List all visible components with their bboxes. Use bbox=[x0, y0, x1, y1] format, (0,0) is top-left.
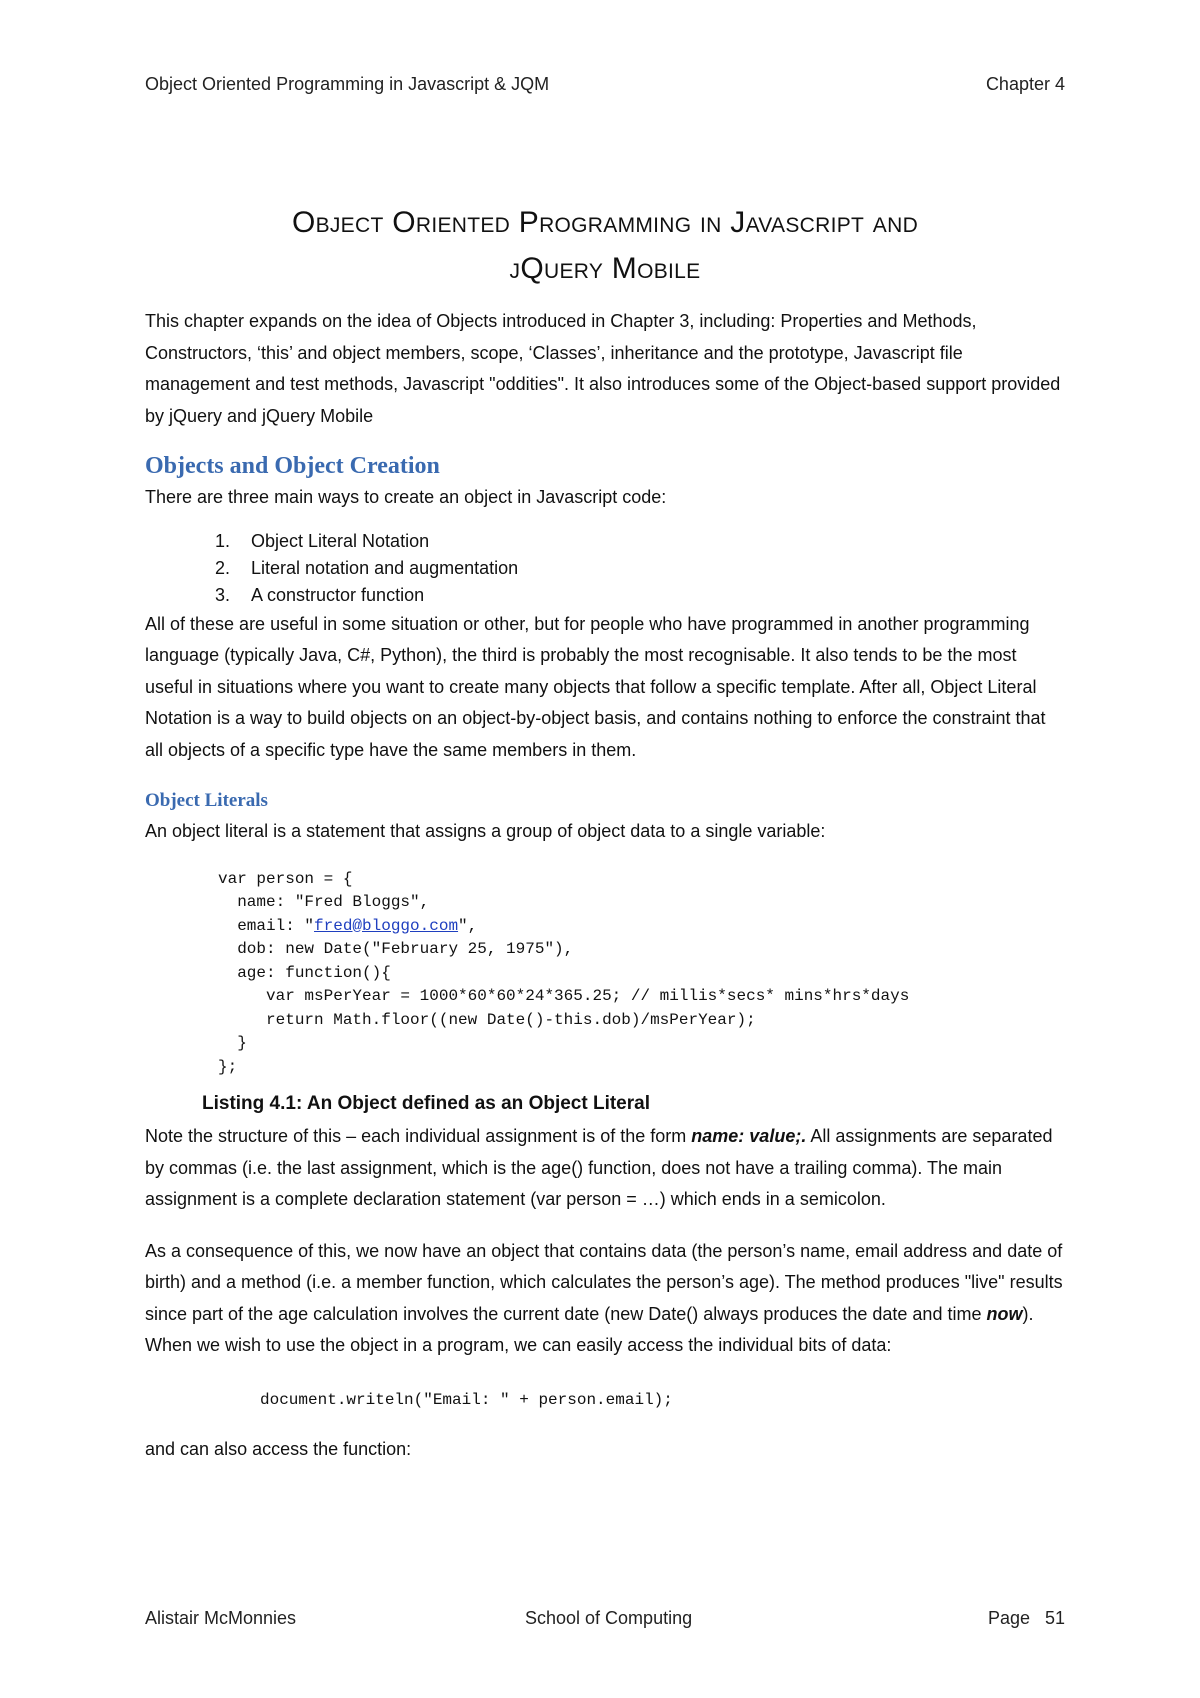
function-access-paragraph: and can also access the function: bbox=[145, 1438, 412, 1459]
code-line: var msPerYear = 1000*60*60*24*365.25; // millis*secs* mins*hrs*days bbox=[218, 987, 910, 1005]
consequence-paragraph: As a consequence of this, we now have an object that contains data (the person’s name, email address and date of birth) and a method (i.e. a member function, which calculates the person’s age). The method produces "live" results since part of the age calculation involves the current date (new Date() always produces the date and time now). When we wish to use the object in a program, we can easily access the individual bits of data: bbox=[145, 1240, 1063, 1355]
emphasis-text: name: value;. bbox=[691, 1126, 807, 1146]
code-line: var person = { bbox=[218, 869, 353, 888]
section-heading-objects: Objects and Object Creation bbox=[145, 453, 440, 479]
code-line: dob: new Date("February 25, 1975"), bbox=[218, 940, 574, 958]
code-listing bbox=[218, 868, 1065, 1080]
code-line: name: "Fred Bloggs", bbox=[218, 893, 430, 911]
code-line: email: "fred@bloggo.com", bbox=[218, 916, 478, 935]
footer-author: Alistair McMonnies bbox=[145, 1608, 297, 1628]
header-doc-title: Object Oriented Programming in Javascript & JQM bbox=[145, 74, 550, 94]
list-number: 1. bbox=[215, 530, 231, 551]
footer-school: School of Computing bbox=[525, 1608, 693, 1628]
chapter-title-line2: jQuery Mobile bbox=[509, 252, 701, 285]
header-chapter: Chapter 4 bbox=[985, 74, 1065, 94]
section2-lead: An object literal is a statement that assigns a group of object data to a single variable: bbox=[145, 821, 826, 841]
list-item bbox=[145, 555, 1065, 582]
structure-paragraph: Note the structure of this – each individual assignment is of the form name: value;. All assignments are separated by commas (i.e. the last assignment, which is the age() function, does not have a trailing comma). The main assignment is a complete declaration statement (var person = …) which ends in a semicolon. bbox=[145, 1126, 1053, 1209]
code-line: }; bbox=[218, 1057, 238, 1076]
footer-page-number: Page 51 bbox=[987, 1608, 1065, 1628]
list-number: 2. bbox=[215, 557, 231, 578]
page-content bbox=[145, 200, 1065, 1465]
list-text: A constructor function bbox=[251, 584, 425, 605]
code-line: } bbox=[218, 1034, 247, 1052]
code-line: age: function(){ bbox=[218, 963, 391, 982]
chapter-title bbox=[145, 200, 1065, 292]
creation-methods-list bbox=[145, 528, 1065, 609]
list-item bbox=[145, 582, 1065, 609]
page-header bbox=[145, 74, 1065, 95]
list-item bbox=[145, 528, 1065, 555]
section1-paragraph: All of these are useful in some situation or other, but for people who have programmed in another programming language (typically Java, C#, Python), the third is probably the most recognisable. It also tends to be the most useful in situations where you want to create many objects that follow a specific template. After all, Object Literal Notation is a way to build objects on an object-by-object basis, and contains nothing to enforce the constraint that all objects of a specific type have the same members in them. bbox=[145, 613, 1046, 760]
list-text: Object Literal Notation bbox=[251, 530, 430, 551]
emphasis-text: now bbox=[986, 1303, 1023, 1324]
intro-paragraph: This chapter expands on the idea of Objects introduced in Chapter 3, including: Properties and Methods, Constructors, ‘this’ and object members, scope, ‘Classes’, inheritance and the prototype, Javascript file management and test methods, Javascript "oddities". It also introduces some of the Object-based support provided by jQuery and jQuery Mobile bbox=[145, 311, 1061, 426]
section-heading-object-literals: Object Literals bbox=[145, 790, 268, 811]
list-number: 3. bbox=[215, 584, 231, 605]
listing-caption: Listing 4.1: An Object defined as an Object Literal bbox=[202, 1093, 650, 1114]
page-footer bbox=[145, 1608, 1065, 1629]
chapter-title-line1: Object Oriented Programming in Javascript and bbox=[291, 206, 919, 239]
list-text: Literal notation and augmentation bbox=[251, 557, 519, 578]
code-example-writeln: document.writeln("Email: " + person.email); bbox=[260, 1390, 673, 1409]
section1-lead: There are three main ways to create an object in Javascript code: bbox=[145, 487, 667, 507]
email-link[interactable]: fred@bloggo.com bbox=[314, 916, 459, 935]
code-line: return Math.floor((new Date()-this.dob)/msPerYear); bbox=[218, 1010, 756, 1029]
